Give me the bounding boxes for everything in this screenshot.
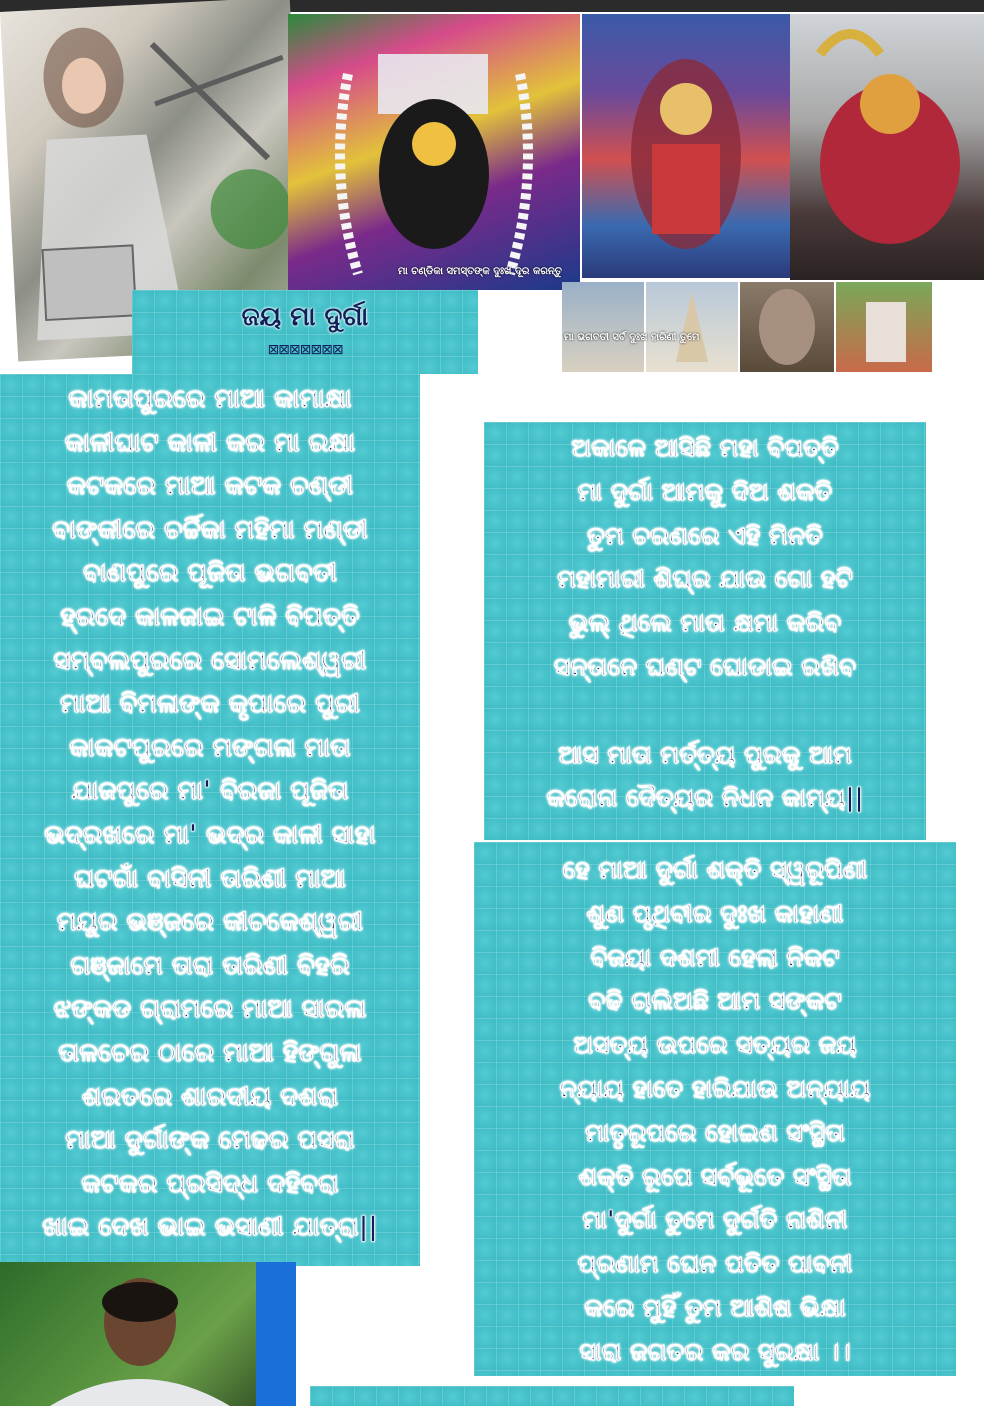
poem-line: ଶୁଣ ପୃଥିବୀର ଦୁଃଖ କାହାଣୀ (586, 898, 844, 928)
title-ornament: ⊠⊠⊠⊠⊠⊠⊠ (267, 342, 343, 358)
poem-line: ହେ ମାଆ ଦୁର୍ଗା ଶକ୍ତି ସ୍ୱରୂପିଣୀ (562, 855, 868, 884)
poem-line: ବାଣପୁରେ ପୂଜିତା ଭଗବତୀ (82, 558, 338, 589)
poem-line: ଝଙ୍କଡ ଗ୍ରାମରେ ମାଆ ସାରଳା (53, 994, 367, 1025)
poem-line: ଅକାଳେ ଆସିଛି ମହା ବିପତ୍ତି (571, 433, 839, 462)
right-poem-bottom (474, 848, 956, 1374)
temple-deity-photo-3 (790, 14, 984, 280)
poem-line: ଶକ୍ତି ରୂପେ ସର୍ବଭୂତେ ସଂସ୍ଥିତା (578, 1161, 852, 1191)
temple-strip-photo-2 (646, 282, 738, 372)
poem-line: ବାଙ୍କୀରେ ଚର୍ଚ୍ଚିକା ମହିମା ମଣ୍ଡୀ (52, 514, 368, 545)
left-poem-panel (0, 374, 420, 1266)
poem-line (484, 689, 926, 733)
poem-line: ତାଳଚେର ଠାରେ ମାଆ ହିଙ୍ଗୁଳା (58, 1037, 362, 1068)
poem-line: କାମତାପୁରରେ ମାଆ କାମାକ୍ଷା (68, 384, 352, 414)
poem-line: ତୁମ ଚରଣରେ ଏହି ମିନତି (587, 520, 823, 550)
temple-deity-photo-2 (582, 14, 790, 278)
poem-line: ଯାଜପୁରେ ମା' ବିରଜା ପୂଜିତା (71, 776, 349, 807)
poem-line: କରୋନା ଦୈତ୍ୟର ନିଧନ କାମ୍ୟ|| (546, 783, 864, 813)
poem-line: ଘଟଗାଁ ବାସିନୀ ତାରିଣୀ ମାଆ (74, 863, 346, 894)
poem-line: ଅସତ୍ୟ ଉପରେ ସତ୍ୟର ଜୟ (573, 1030, 857, 1060)
poem-line: ମାତୃରୂପରେ ହୋଇଣ ସଂସ୍ଥିତା (585, 1117, 845, 1147)
poem-line: କାକଟପୁରରେ ମଙ୍ଗଳା ମାତା (69, 732, 351, 763)
right-poem-bottom-panel (474, 842, 956, 1376)
poem-line: ପ୍ରଣାମ ଘେନ ପତିତ ପାବନୀ (577, 1249, 853, 1279)
poem-line: କଟକର ପ୍ରସିଦ୍ଧ ଦହିବରା (81, 1168, 339, 1199)
poem-line: ଭୁଲ୍ ଥିଲେ ମାତା କ୍ଷମା କରିବ (568, 608, 842, 638)
temple-strip-photo-1 (562, 282, 644, 372)
temple-strip-caption: ମା ଭଗବତୀ ସର୍ବ ଦୁଃଖ ହାରିଣୀ ତୁମେ (564, 332, 700, 343)
left-poem (0, 378, 420, 1250)
author-photo-border (256, 1262, 296, 1406)
poem-line: ସମ୍ବଲପୁରରେ ସୋମଲେଶ୍ୱରୀ (53, 645, 367, 676)
poem-line: ସନ୍ତାନେ ଘଣ୍ଟ ଘୋଡାଇ ରଖିବ (553, 651, 857, 681)
poem-line: କଟକରେ ମାଆ କଟକ ଚଣ୍ଡୀ (66, 471, 354, 502)
poem-line: ମୟୂର ଭଞ୍ଜରେ କୀଚକେଶ୍ୱରୀ (56, 907, 364, 938)
poem-line: ଶରତରେ ଶାରଦୀୟ ଦଶରା (81, 1081, 339, 1112)
right-poem-top (484, 426, 926, 820)
poem-line: ମା'ଦୁର୍ଗା ତୁମେ ଦୁର୍ଗତି ନାଶିନୀ (582, 1205, 848, 1235)
poem-line: ମାଆ ବିମଳାଙ୍କ କୃପାରେ ପୁରୀ (60, 689, 360, 720)
poem-line: କରେ ମୁହିଁ ତୁମ ଆଶିଷ ଭିକ୍ଷା (584, 1292, 846, 1322)
poem-line: ନ୍ୟାୟ ହାତେ ହାରିଯାଉ ଅନ୍ୟାୟ (559, 1073, 871, 1103)
bottom-credit-strip (310, 1386, 794, 1406)
poem-line: ମାଆ ଦୁର୍ଗାଙ୍କ ମେଢର ପସରା (65, 1125, 355, 1156)
left-title-panel (132, 290, 478, 374)
poem-line: ସାରା ଜଗତର କର ସୁରକ୍ଷା ।। (579, 1336, 851, 1366)
temple-strip-photo-3 (740, 282, 834, 372)
poem-line: ବଢି ଚାଲିଅଛି ଆମ ସଙ୍କଟ (588, 986, 842, 1016)
temple-deity-photo-1 (288, 14, 580, 290)
poem-line: ହ୍ରଦେ କାଳଜାଇ ଟାଳି ବିପତ୍ତି (60, 601, 360, 632)
poem-line: ଗଞ୍ଜାମେ ତାରା ତାରିଣୀ ବିହରି (70, 950, 350, 981)
poem-title: ଜୟ ମା ଦୁର୍ଗା (241, 302, 369, 332)
temple-strip-photo-4 (836, 282, 932, 372)
poem-line: ମା ଦୁର୍ଗା ଆମକୁ ଦିଅ ଶକତି (577, 476, 833, 506)
poem-line: ଖାଇ ଦେଖ ଭାଇ ଭସାଣୀ ଯାତ୍ରା|| (42, 1212, 378, 1243)
poem-line: ବିଜୟା ଦଶମୀ ହେଲା ନିକଟ (590, 942, 840, 972)
author-photo (0, 1262, 256, 1406)
temple-photo-caption: ମା ଚଣ୍ଡିକା ସମସ୍ତଙ୍କ ଦୁଃଖ ଦୂର କରନ୍ତୁ (398, 266, 562, 277)
poem-line: ମହାମାରୀ ଶିଘ୍ର ଯାଉ ଗୋ ହଟି (557, 564, 853, 594)
poem-line: ଆସ ମାତା ମର୍ତ୍ତ୍ୟ ପୁରକୁ ଆମ (558, 739, 852, 769)
poem-line: ଭଦ୍ରଖରେ ମା' ଭଦ୍ର କାଳୀ ସାହା (44, 819, 376, 850)
right-poem-top-panel (484, 422, 926, 840)
poem-line: କାଳୀଘାଟ କାଳୀ କର ମା ରକ୍ଷା (64, 427, 356, 458)
